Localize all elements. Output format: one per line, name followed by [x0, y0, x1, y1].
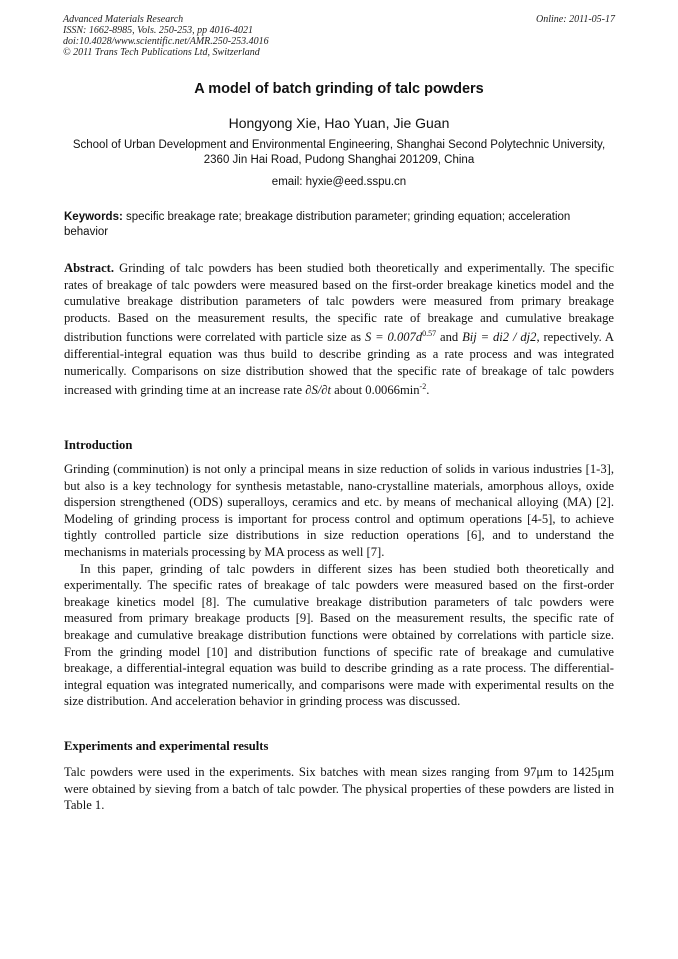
abstract-text-2: and: [436, 330, 463, 345]
introduction-body: [64, 461, 614, 710]
online-date: Online: 2011-05-17: [536, 14, 615, 25]
keywords-text: specific breakage rate; breakage distribution parameter; grinding equation; acceleration behavior: [64, 211, 571, 238]
introduction-paragraph-2: In this paper, grinding of talc powders in different sizes has been studied both theoretically and experimentally. The specific rates of breakage of talc powders were measured based on the first-order breakage kinetics model [8]. The cumulative breakage distribution parameters of talc powders were measured from primary breakage products [9]. Based on the measurement results, the specific rate of breakage and cumulative breakage distribution functions were obtained by correlations with particle size. From the grinding model [10] and distribution functions of specific rate of breakage and cumulative breakage, a differential-integral equation was build to describe grinding as a rate process. The differential-integral equation was integrated numerically, and comparisons were made with experimental results on the size distribution. And acceleration behavior in grinding process was discussed.: [64, 561, 614, 709]
author-email: email: hyxie@eed.sspu.cn: [271, 176, 407, 188]
abstract-text-1: Grinding of talc powders has been studied both theoretically and experimentally. The specific rates of breakage of talc powders were measured based on the first-order breakage kinetics model and the cumulative breakage distribution parameters of talc powders were measured from primary breakage products. Based on the measurement results, the specific rate of breakage and cumulative breakage distribution functions were correlated with particle size as: [64, 261, 614, 345]
formula-breakage-rate: S = 0.007d: [364, 330, 423, 345]
formula-increase-rate: ∂S/∂t: [305, 383, 332, 398]
author-affiliation: School of Urban Development and Environmental Engineering, Shanghai Second Polytechnic University, 2360 Jin Hai Road, Pudong Shanghai 201209, China: [72, 139, 606, 166]
formula-breakage-distribution: Bij = di2 / dj2: [462, 330, 537, 345]
experiments-paragraph: Talc powders were used in the experiments. Six batches with mean sizes ranging from 97μm to 1425μm were obtained by sieving from a batch of talc powder. The physical properties of these powders are listed in Table 1.: [64, 765, 614, 813]
unit-exponent: -2: [419, 382, 427, 392]
introduction-paragraph-1: Grinding (comminution) is not only a principal means in size reduction of solids in various industries [1-3], but also is a key technology for synthesis metastable, nano-crystalline materials, amorphous alloys, oxide dispersion strengthened (ODS) superalloys, ceramics and etc. by means of mechanical alloying (MA) [2]. Modeling of grinding process is important for process control and optimum operations [4-5], to achieve tightly controlled particle size distributions in size reduction operations [6], and to understand the mechanisms in materials processing by MA process as well [7].: [64, 462, 614, 559]
issn-line: ISSN: 1662-8985, Vols. 250-253, pp 4016-4021: [63, 25, 253, 36]
abstract-text-4: about 0.0066min: [331, 383, 420, 398]
abstract-block: [64, 260, 614, 399]
experiments-heading: Experiments and experimental results: [64, 739, 269, 753]
paper-title: A model of batch grinding of talc powders: [194, 81, 484, 97]
abstract-text-3: , repectively. A differential-integral equation was thus build to describe grinding as a rate process and was integrated numerically. Comparisons on size distribution showed that the specific rate of breakage of talc powders increased with grinding time at an increase rate: [64, 330, 615, 398]
keywords-block: [64, 210, 614, 240]
paper-authors: Hongyong Xie, Hao Yuan, Jie Guan: [228, 115, 450, 131]
keywords-label: Keywords:: [64, 211, 123, 223]
journal-name: Advanced Materials Research: [63, 14, 184, 25]
copyright-line: © 2011 Trans Tech Publications Ltd, Switzerland: [63, 47, 260, 58]
abstract-label: Abstract.: [64, 261, 115, 275]
doi-line: doi:10.4028/www.scientific.net/AMR.250-253.4016: [63, 36, 269, 47]
journal-header: [63, 14, 615, 58]
introduction-heading: Introduction: [64, 438, 133, 452]
abstract-text-5: .: [426, 383, 430, 398]
formula-exponent: 0.57: [422, 329, 437, 339]
